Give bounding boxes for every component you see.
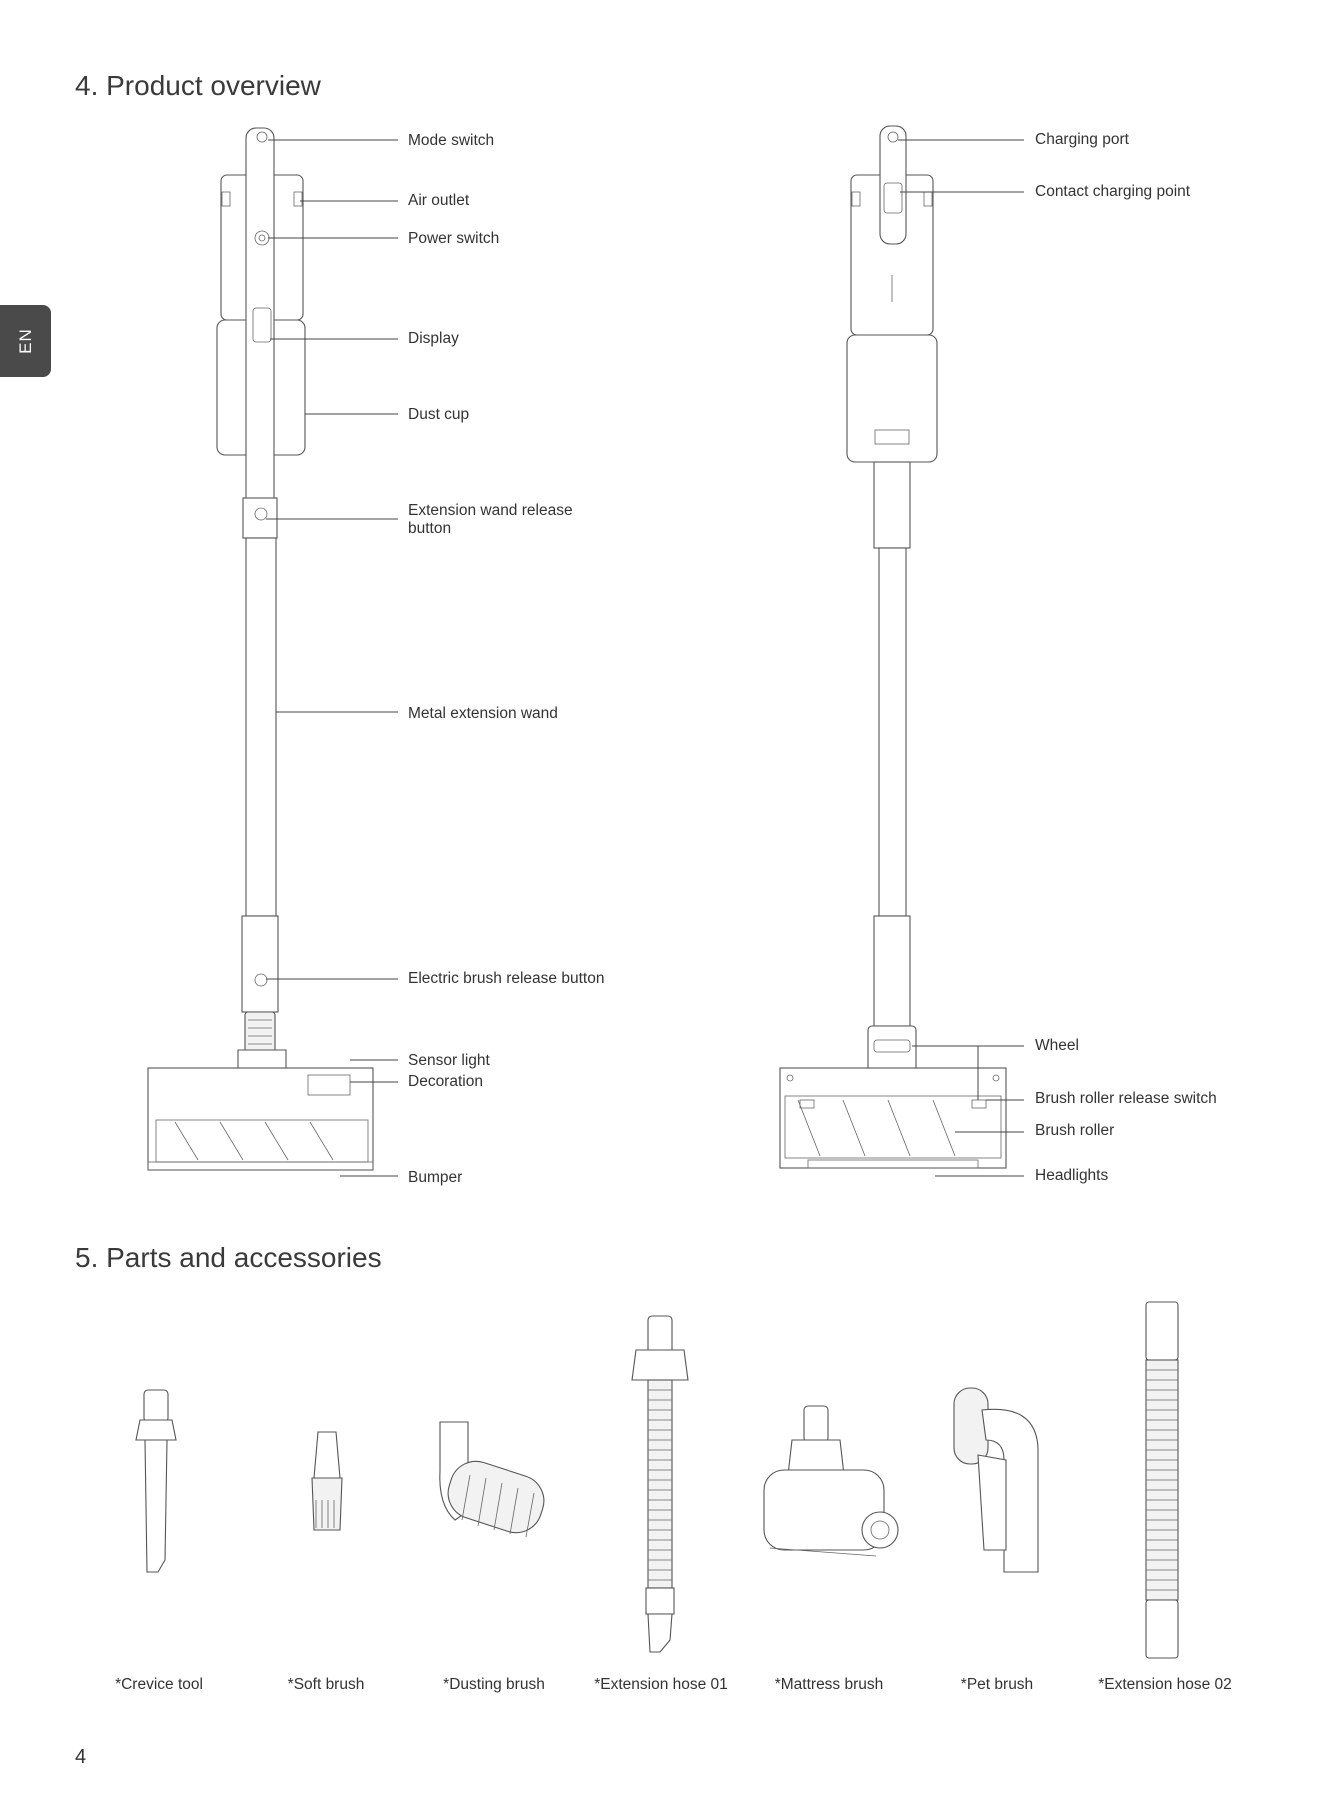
label-bumper: Bumper — [408, 1169, 463, 1186]
section-title-parts-accessories: 5. Parts and accessories — [75, 1242, 382, 1273]
label-power-switch: Power switch — [408, 230, 500, 247]
mattress-brush-drawing — [764, 1406, 898, 1556]
front-view-vacuum-drawing — [148, 128, 373, 1170]
label-brush-roller: Brush roller — [1035, 1122, 1115, 1139]
page-number: 4 — [75, 1746, 87, 1768]
pet-brush-bristles — [954, 1388, 988, 1464]
accessory-label-mattress-brush: *Mattress brush — [774, 1676, 884, 1693]
label-wheel: Wheel — [1035, 1037, 1079, 1054]
label-air-outlet: Air outlet — [408, 192, 470, 209]
accessory-label-pet-brush: *Pet brush — [960, 1676, 1034, 1693]
back-brush-head — [780, 1068, 1006, 1168]
back-view-vacuum-drawing — [780, 126, 1006, 1168]
crevice-tool-drawing — [136, 1390, 176, 1572]
label-dust-cup: Dust cup — [408, 406, 470, 423]
hose-01-corrugated — [648, 1380, 672, 1588]
back-wand-collar — [874, 462, 910, 548]
back-lower-collar — [874, 916, 910, 1026]
front-lower-collar — [242, 916, 278, 1012]
label-charging-port: Charging port — [1035, 131, 1129, 148]
dusting-brush-drawing — [440, 1422, 551, 1539]
accessory-label-dusting-brush: *Dusting brush — [443, 1676, 545, 1693]
accessory-label-crevice-tool: *Crevice tool — [115, 1676, 203, 1693]
label-brush-roller-release-switch: Brush roller release switch — [1035, 1090, 1217, 1107]
label-display: Display — [408, 330, 459, 347]
extension-hose-02-drawing — [1146, 1302, 1178, 1658]
label-decoration: Decoration — [408, 1073, 483, 1090]
accessory-label-soft-brush: *Soft brush — [287, 1676, 365, 1693]
back-metal-wand — [879, 548, 906, 916]
label-contact-charging-point: Contact charging point — [1035, 183, 1191, 200]
front-brush-head — [148, 1068, 373, 1170]
language-tab-label: EN — [15, 328, 35, 354]
front-wand-collar — [243, 498, 277, 538]
extension-hose-01-drawing — [632, 1316, 688, 1652]
label-headlights: Headlights — [1035, 1167, 1109, 1184]
label-metal-extension-wand: Metal extension wand — [408, 705, 558, 722]
accessory-label-extension-hose-01: *Extension hose 01 — [594, 1676, 728, 1693]
back-dust-cup — [847, 335, 937, 462]
label-electric-brush-release-button: Electric brush release button — [408, 970, 605, 987]
soft-brush-drawing — [312, 1432, 342, 1530]
accessory-label-extension-hose-02: *Extension hose 02 — [1098, 1676, 1232, 1693]
pet-brush-drawing — [954, 1388, 1038, 1572]
label-mode-switch: Mode switch — [408, 132, 495, 149]
section-title-product-overview: 4. Product overview — [75, 70, 321, 101]
label-sensor-light: Sensor light — [408, 1052, 490, 1069]
label-extension-wand-release-button: Extension wand release button — [408, 502, 573, 537]
front-metal-wand — [246, 538, 276, 916]
front-handle — [246, 128, 274, 548]
